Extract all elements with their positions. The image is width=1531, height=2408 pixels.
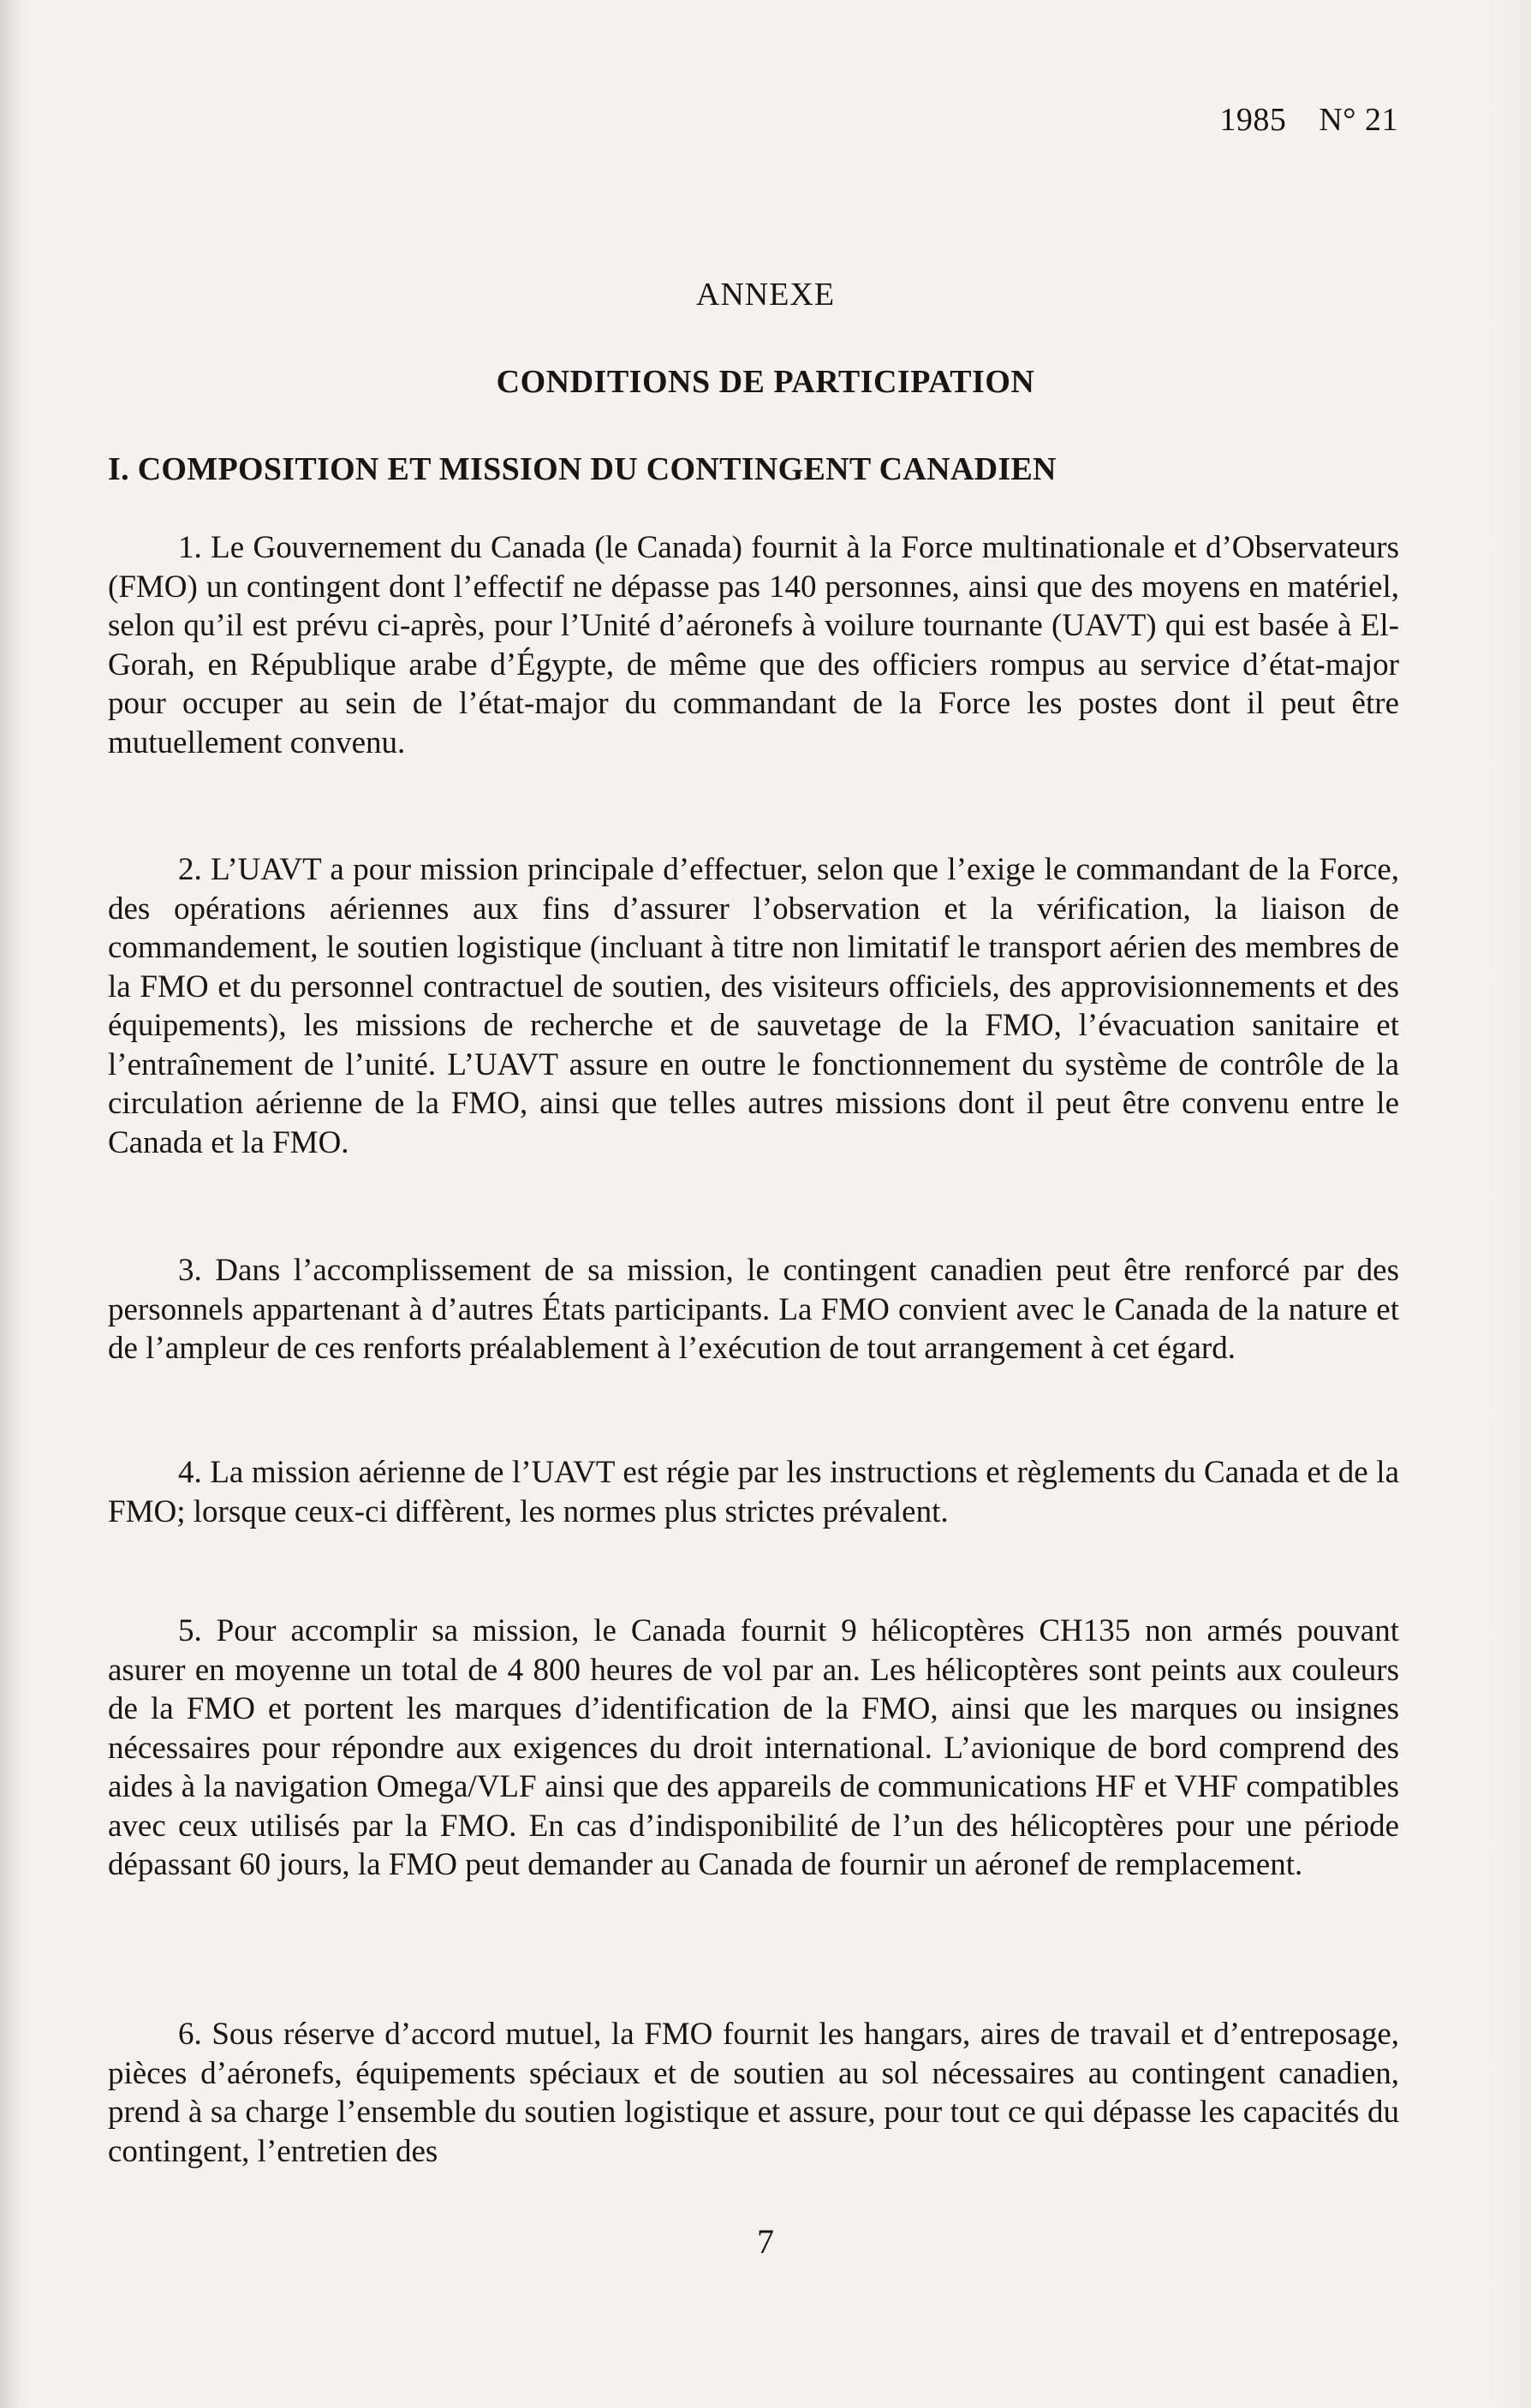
paragraph-5: 5. Pour accomplir sa mission, le Canada fournit 9 hélicoptères CH135 non armés pouvant asurer en moyenne un total de 4 800 heures de vol par an. Les hélicoptères sont peints aux couleurs de la FMO et portent les marques d’identification de la FMO, ainsi que les marques ou insignes nécessaires pour répondre aux exigences du droit international. L’avionique de bord comprend des aides à la navigation Omega/VLF ainsi que des appareils de communications HF et VHF compatibles avec ceux utilisés par la FMO. En cas d’indisponibilité de l’un des hélicoptères pour une période dépassant 60 jours, la FMO peut demander au Canada de fournir un aéronef de remplacement. — [108, 1613, 1399, 1882]
paragraph-2: 2. L’UAVT a pour mission principale d’effectuer, selon que l’exige le commandant de la Force, des opérations aériennes aux fins d’assurer l’observation et la vérification, la liaison de commandement, le soutien logistique (incluant à titre non limitatif le transport aérien des membres de la FMO et du personnel contractuel de soutien, des visiteurs officiels, des approvisionnements et des équipements), les missions de recherche et de sauvetage de la FMO, l’évacuation sanitaire et l’entraînement de l’unité. L’UAVT assure en outre le fonctionnement du système de contrôle de la circulation aérienne de la FMO, ainsi que telles autres missions dont il peut être convenu entre le Canada et la FMO. — [108, 852, 1399, 1160]
paragraph-4: 4. La mission aérienne de l’UAVT est régie par les instructions et règlements du Canada et de la FMO; lorsque ceux-ci diffèrent, les normes plus strictes prévalent. — [108, 1455, 1399, 1529]
document-title: CONDITIONS DE PARTICIPATION — [496, 364, 1035, 400]
header-year: 1985 — [1219, 102, 1287, 138]
page-number: 7 — [757, 2222, 774, 2261]
paragraph-1: 1. Le Gouvernement du Canada (le Canada) fournit à la Force multinationale et d’Observateurs (FMO) un contingent dont l’effectif ne dépasse pas 140 personnes, ainsi que des moyens en matériel, selon qu’il est prévu ci-après, pour l’Unité d’aéronefs à voilure tournante (UAVT) qui est basée à El-Gorah, en République arabe d’Égypte, de même que des officiers rompus au service d’état-major pour occuper au sein de l’état-major du commandant de la Force les postes dont il peut être mutuellement convenu. — [108, 530, 1399, 760]
annex-label: ANNEXE — [695, 277, 836, 313]
paragraph-6: 6. Sous réserve d’accord mutuel, la FMO fournit les hangars, aires de travail et d’entreposage, pièces d’aéronefs, équipements spéciaux et de soutien au sol nécessaires au contingent canadien, prend à sa charge l’ensemble du soutien logistique et assure, pour tout ce qui dépasse les capacités du contingent, l’entretien des — [108, 2017, 1399, 2169]
header-number: N° 21 — [1319, 102, 1398, 138]
binding-shadow — [0, 0, 19, 2408]
section-heading: I. COMPOSITION ET MISSION DU CONTINGENT CANADIEN — [108, 451, 1057, 487]
page-header — [1219, 101, 1398, 139]
paragraph-3: 3. Dans l’accomplissement de sa mission, le contingent canadien peut être renforcé par des personnels appartenant à d’autres États participants. La FMO convient avec le Canada de la nature et de l’ampleur de ces renforts préalablement à l’exécution de tout arrangement à cet égard. — [108, 1253, 1399, 1366]
